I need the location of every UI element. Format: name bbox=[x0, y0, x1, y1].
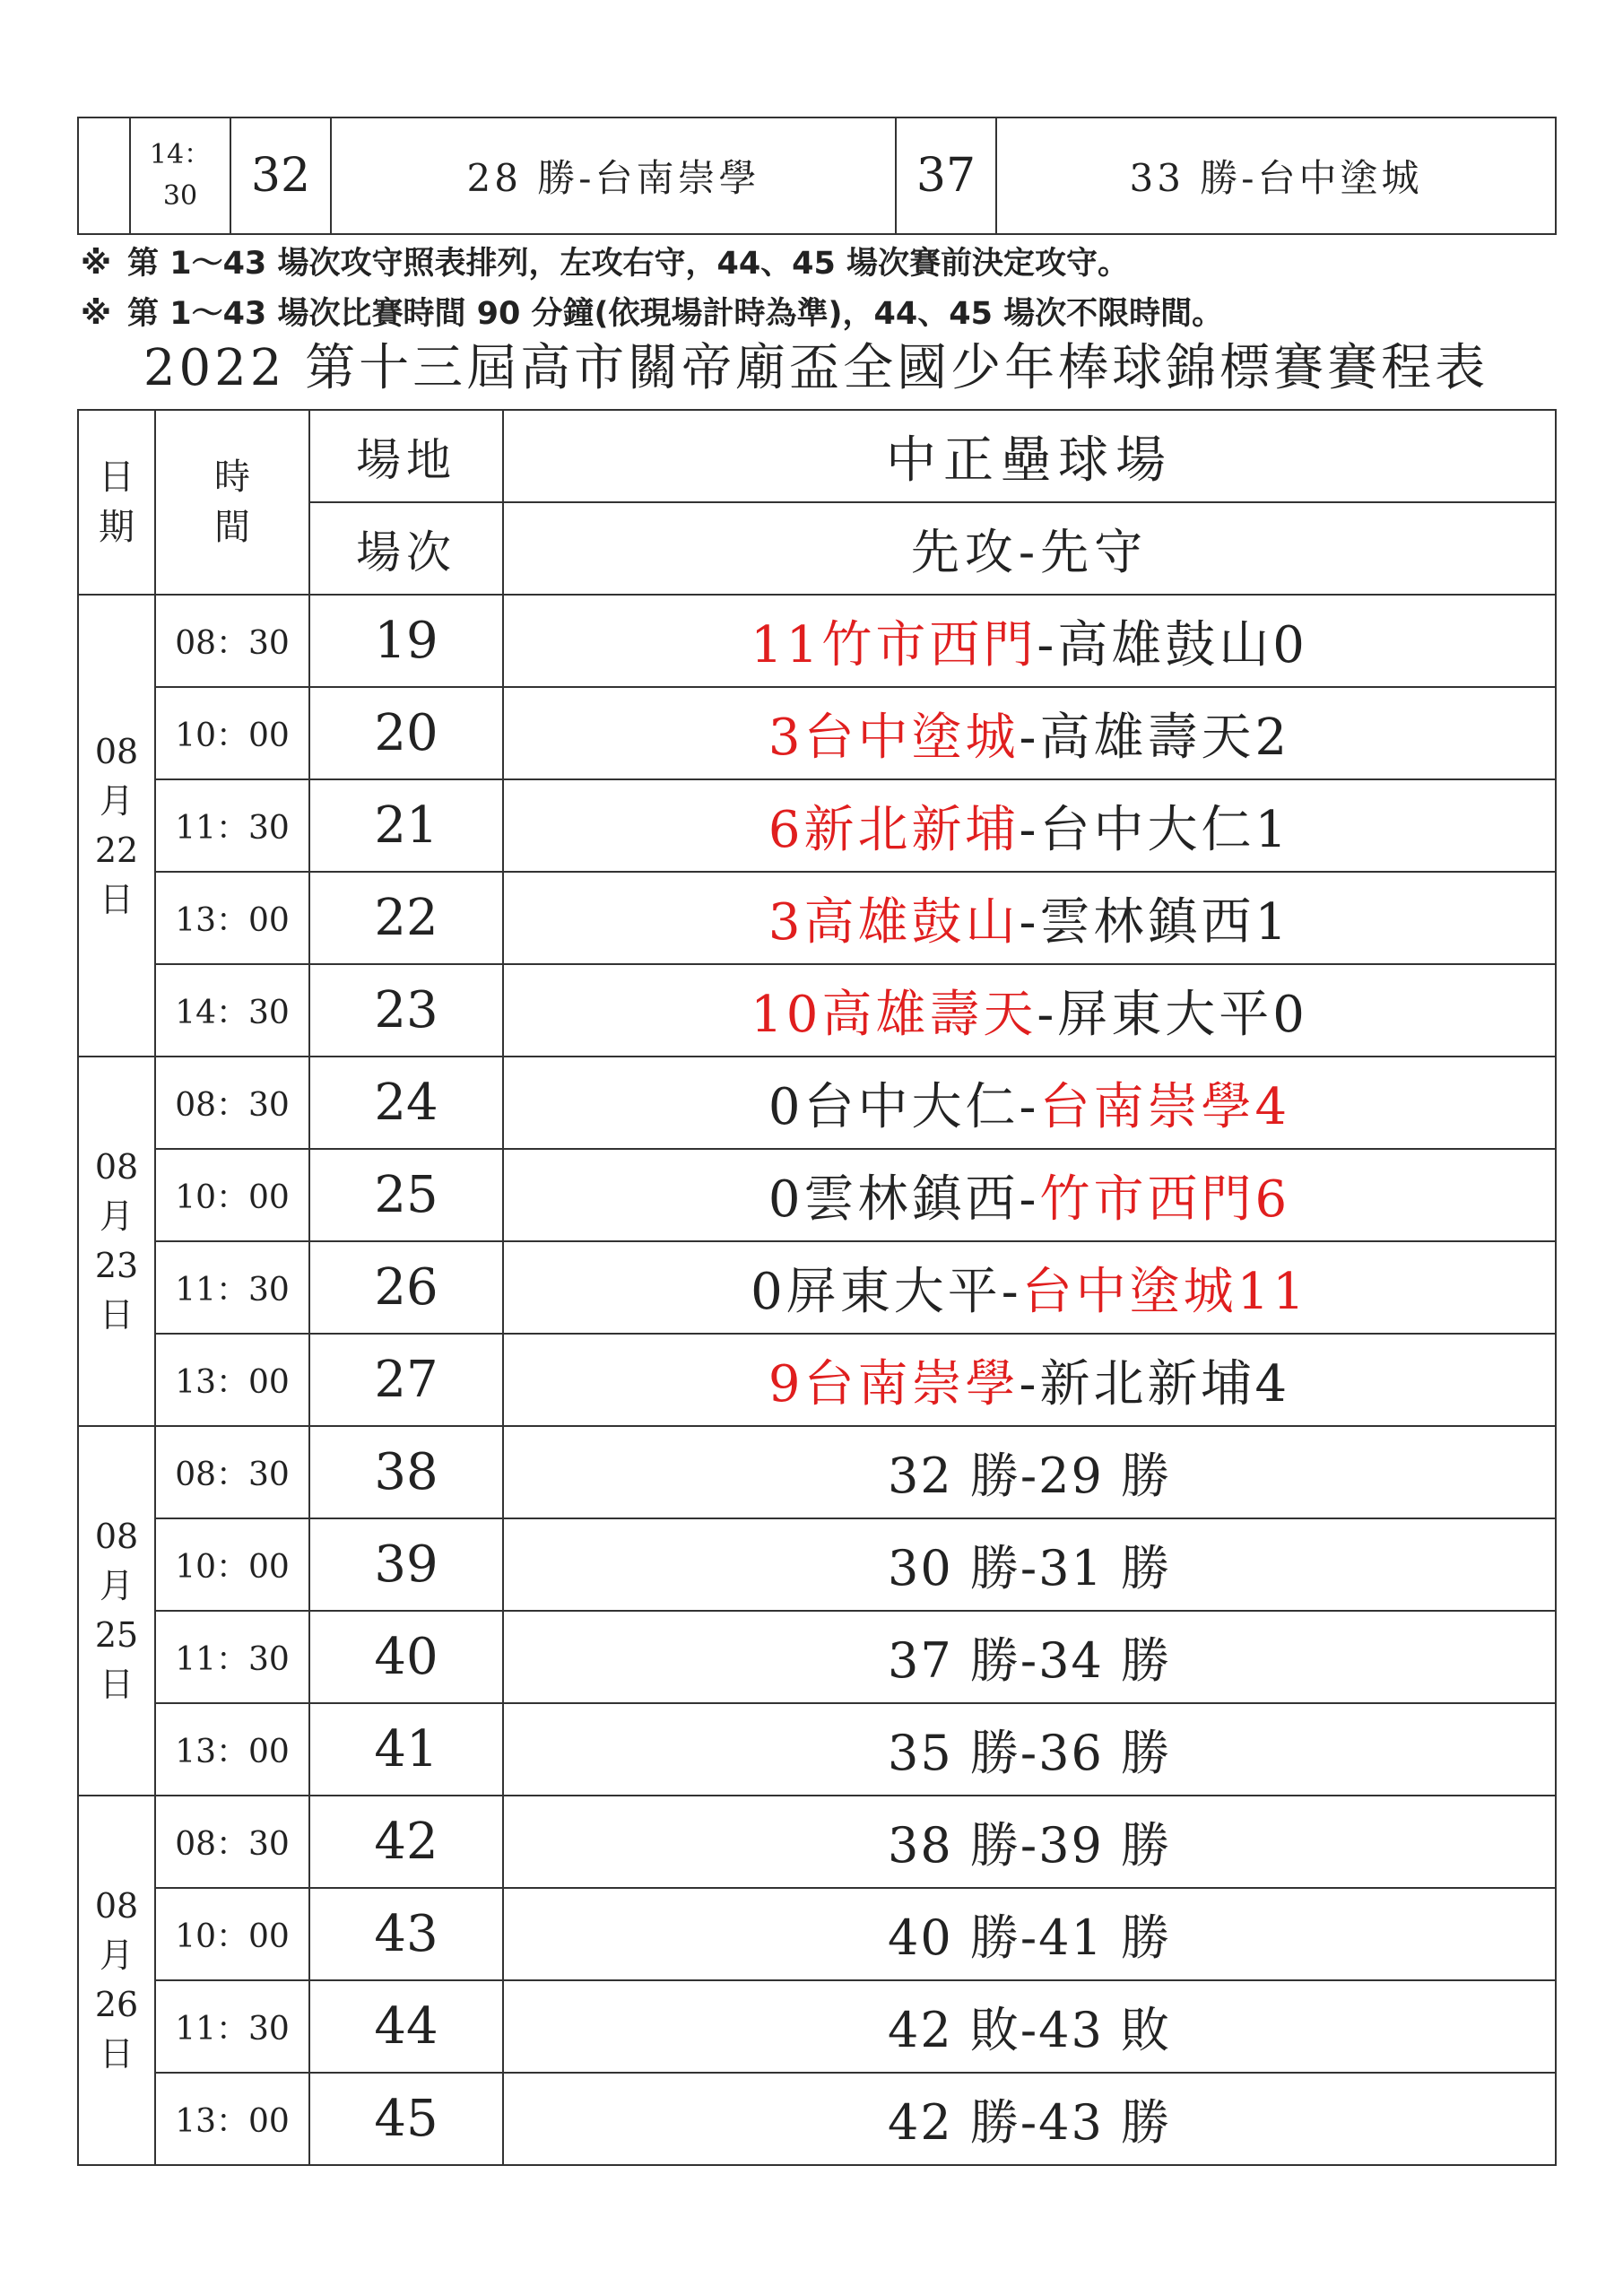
date-day: 23 bbox=[94, 1246, 139, 1285]
game-number: 21 bbox=[309, 779, 503, 872]
table-row bbox=[78, 687, 1556, 779]
time-cell: 08：30 bbox=[155, 1426, 309, 1518]
matchup-cell bbox=[503, 872, 1556, 964]
time-cell: 08：30 bbox=[155, 595, 309, 687]
matchup-cell bbox=[503, 687, 1556, 779]
team2-name: 台南崇學 bbox=[1039, 1077, 1255, 1136]
team2-name: 屏東大平 bbox=[1057, 985, 1273, 1044]
header-row bbox=[78, 410, 1556, 502]
game-label: 場次 bbox=[309, 502, 503, 595]
team2-name: 竹市西門 bbox=[1039, 1170, 1255, 1229]
game-number: 43 bbox=[309, 1888, 503, 1980]
team1-score: 0 bbox=[768, 1077, 804, 1136]
venue-name: 中正壘球場 bbox=[503, 410, 1556, 502]
matchup-dash: - bbox=[1019, 708, 1040, 767]
time-cell: 13：00 bbox=[155, 2073, 309, 2165]
team1-name: 台中大仁 bbox=[803, 1077, 1020, 1136]
venue-label: 場地 bbox=[309, 410, 503, 502]
schedule-body bbox=[78, 410, 1556, 2165]
team1-name: 竹市西門 bbox=[821, 615, 1037, 674]
time-cell bbox=[130, 117, 230, 234]
time-cell: 11：30 bbox=[155, 1241, 309, 1334]
team1-name: 高雄鼓山 bbox=[803, 892, 1020, 952]
time-line: 30 bbox=[162, 180, 198, 212]
team2-score: 1 bbox=[1254, 892, 1291, 952]
table-row bbox=[78, 595, 1556, 687]
matchup-cell bbox=[503, 779, 1556, 872]
date-day-unit: 日 bbox=[99, 1295, 134, 1335]
matchup-cell: 28 勝-台南崇學 bbox=[331, 117, 896, 234]
date-day: 26 bbox=[94, 1985, 139, 2024]
game-number: 24 bbox=[309, 1057, 503, 1149]
table-row bbox=[78, 1518, 1556, 1611]
matchup-cell: 38 勝-39 勝 bbox=[503, 1796, 1556, 1888]
date-cell bbox=[78, 595, 155, 1057]
date-header-top: 日 bbox=[99, 457, 135, 498]
time-cell: 10：00 bbox=[155, 1149, 309, 1241]
team1-name: 台南崇學 bbox=[803, 1354, 1020, 1413]
team1-name: 台中塗城 bbox=[803, 708, 1020, 767]
time-line: 14： bbox=[149, 139, 212, 170]
team1-score: 0 bbox=[768, 1170, 804, 1229]
matchup-dash: - bbox=[1019, 800, 1040, 859]
table-row bbox=[78, 2073, 1556, 2165]
team1-score: 11 bbox=[751, 615, 822, 674]
date-day-unit: 日 bbox=[99, 2034, 134, 2074]
date-cell bbox=[78, 1796, 155, 2165]
table-row bbox=[78, 1241, 1556, 1334]
matchup-dash: - bbox=[1001, 1262, 1022, 1321]
time-cell: 11：30 bbox=[155, 779, 309, 872]
date-day-unit: 日 bbox=[99, 879, 134, 919]
team1-score: 9 bbox=[768, 1354, 804, 1413]
table-row bbox=[78, 1796, 1556, 1888]
table-row bbox=[78, 117, 1556, 234]
game-number: 44 bbox=[309, 1980, 503, 2073]
team1-score: 3 bbox=[768, 892, 804, 952]
team2-score: 0 bbox=[1272, 985, 1308, 1044]
matchup-dash: - bbox=[1037, 985, 1058, 1044]
time-cell: 11：30 bbox=[155, 1611, 309, 1703]
team2-name: 高雄壽天 bbox=[1039, 708, 1255, 767]
date-month: 08 bbox=[94, 1886, 139, 1926]
game-number: 41 bbox=[309, 1703, 503, 1796]
team1-name: 屏東大平 bbox=[785, 1262, 1002, 1321]
time-cell: 08：30 bbox=[155, 1057, 309, 1149]
team2-score: 2 bbox=[1254, 708, 1291, 767]
team2-score: 6 bbox=[1254, 1170, 1291, 1229]
date-header-bottom: 期 bbox=[99, 507, 135, 548]
game-number: 22 bbox=[309, 872, 503, 964]
date-month-unit: 月 bbox=[99, 780, 134, 821]
table-row bbox=[78, 1149, 1556, 1241]
date-month: 08 bbox=[94, 1147, 139, 1187]
team1-score: 10 bbox=[751, 985, 822, 1044]
table-row bbox=[78, 964, 1556, 1057]
team2-score: 0 bbox=[1272, 615, 1308, 674]
team2-name: 台中大仁 bbox=[1039, 800, 1255, 859]
date-month: 08 bbox=[94, 731, 139, 771]
table-row bbox=[78, 1888, 1556, 1980]
team1-score: 0 bbox=[751, 1262, 786, 1321]
team2-score: 4 bbox=[1254, 1354, 1291, 1413]
table-row bbox=[78, 1980, 1556, 2073]
reference-mark: ※ bbox=[81, 296, 112, 332]
matchup-cell: 42 勝-43 勝 bbox=[503, 2073, 1556, 2165]
team2-name: 新北新埔 bbox=[1039, 1354, 1255, 1413]
game-number: 45 bbox=[309, 2073, 503, 2165]
team1-score: 6 bbox=[768, 800, 804, 859]
matchup-cell bbox=[503, 1241, 1556, 1334]
matchup-cell bbox=[503, 1149, 1556, 1241]
time-cell: 11：30 bbox=[155, 1980, 309, 2073]
matchup-cell bbox=[503, 1057, 1556, 1149]
date-cell bbox=[78, 1426, 155, 1796]
time-cell: 08：30 bbox=[155, 1796, 309, 1888]
date-cell-empty bbox=[78, 117, 130, 234]
team1-name: 高雄壽天 bbox=[821, 985, 1037, 1044]
table-row bbox=[78, 872, 1556, 964]
note-text: 第 1～43 場次攻守照表排列，左攻右守，44、45 場次賽前決定攻守。 bbox=[127, 246, 1130, 282]
matchup-dash: - bbox=[1019, 1170, 1040, 1229]
team1-name: 新北新埔 bbox=[803, 800, 1020, 859]
table-row bbox=[78, 1057, 1556, 1149]
note-line bbox=[81, 239, 1129, 283]
time-cell: 13：00 bbox=[155, 1703, 309, 1796]
table-row bbox=[78, 1334, 1556, 1426]
date-day: 22 bbox=[94, 830, 139, 870]
time-cell: 10：00 bbox=[155, 687, 309, 779]
game-number: 42 bbox=[309, 1796, 503, 1888]
game-number: 37 bbox=[896, 117, 996, 234]
matchup-cell: 30 勝-31 勝 bbox=[503, 1518, 1556, 1611]
matchup-cell bbox=[503, 595, 1556, 687]
date-header bbox=[78, 410, 155, 595]
time-header-bottom: 間 bbox=[214, 507, 250, 548]
time-cell: 13：00 bbox=[155, 872, 309, 964]
table-row bbox=[78, 779, 1556, 872]
date-month-unit: 月 bbox=[99, 1566, 134, 1605]
previous-page-row-table bbox=[77, 117, 1557, 235]
team1-name: 雲林鎮西 bbox=[803, 1170, 1020, 1229]
reference-mark: ※ bbox=[81, 246, 112, 282]
game-number: 19 bbox=[309, 595, 503, 687]
note-line bbox=[81, 289, 1223, 334]
matchup-cell bbox=[503, 964, 1556, 1057]
matchup-cell: 40 勝-41 勝 bbox=[503, 1888, 1556, 1980]
game-number: 23 bbox=[309, 964, 503, 1057]
matchup-dash: - bbox=[1019, 1077, 1040, 1136]
game-number: 40 bbox=[309, 1611, 503, 1703]
note-text: 第 1～43 場次比賽時間 90 分鐘(依現場計時為準)，44、45 場次不限時間。 bbox=[127, 296, 1224, 332]
matchup-cell: 35 勝-36 勝 bbox=[503, 1703, 1556, 1796]
matchup-cell: 33 勝-台中塗城 bbox=[996, 117, 1556, 234]
game-number: 27 bbox=[309, 1334, 503, 1426]
time-cell: 10：00 bbox=[155, 1888, 309, 1980]
team2-name: 高雄鼓山 bbox=[1057, 615, 1273, 674]
team2-score: 11 bbox=[1237, 1262, 1308, 1321]
game-number: 32 bbox=[230, 117, 331, 234]
time-header bbox=[155, 410, 309, 595]
matchup-dash: - bbox=[1019, 892, 1040, 952]
game-number: 38 bbox=[309, 1426, 503, 1518]
order-label: 先攻-先守 bbox=[503, 502, 1556, 595]
team1-score: 3 bbox=[768, 708, 804, 767]
date-cell bbox=[78, 1057, 155, 1426]
team2-score: 1 bbox=[1254, 800, 1291, 859]
matchup-cell bbox=[503, 1334, 1556, 1426]
date-day: 25 bbox=[94, 1615, 139, 1655]
matchup-cell: 32 勝-29 勝 bbox=[503, 1426, 1556, 1518]
team2-name: 雲林鎮西 bbox=[1039, 892, 1255, 952]
schedule-table bbox=[77, 409, 1557, 2166]
date-day-unit: 日 bbox=[99, 1665, 134, 1704]
game-number: 25 bbox=[309, 1149, 503, 1241]
page-title: 2022 第十三屆高市關帝廟盃全國少年棒球錦標賽賽程表 bbox=[143, 339, 1489, 397]
time-cell: 10：00 bbox=[155, 1518, 309, 1611]
date-month: 08 bbox=[94, 1517, 139, 1556]
matchup-dash: - bbox=[1037, 615, 1058, 674]
time-cell: 14：30 bbox=[155, 964, 309, 1057]
date-month-unit: 月 bbox=[99, 1196, 134, 1236]
matchup-cell: 37 勝-34 勝 bbox=[503, 1611, 1556, 1703]
matchup-dash: - bbox=[1019, 1354, 1040, 1413]
game-number: 39 bbox=[309, 1518, 503, 1611]
table-row bbox=[78, 1611, 1556, 1703]
date-month-unit: 月 bbox=[99, 1935, 134, 1975]
time-header-top: 時 bbox=[214, 457, 250, 498]
matchup-cell: 42 敗-43 敗 bbox=[503, 1980, 1556, 2073]
table-row bbox=[78, 1426, 1556, 1518]
game-number: 20 bbox=[309, 687, 503, 779]
team2-name: 台中塗城 bbox=[1021, 1262, 1237, 1321]
team2-score: 4 bbox=[1254, 1077, 1291, 1136]
game-number: 26 bbox=[309, 1241, 503, 1334]
table-row bbox=[78, 1703, 1556, 1796]
time-cell: 13：00 bbox=[155, 1334, 309, 1426]
